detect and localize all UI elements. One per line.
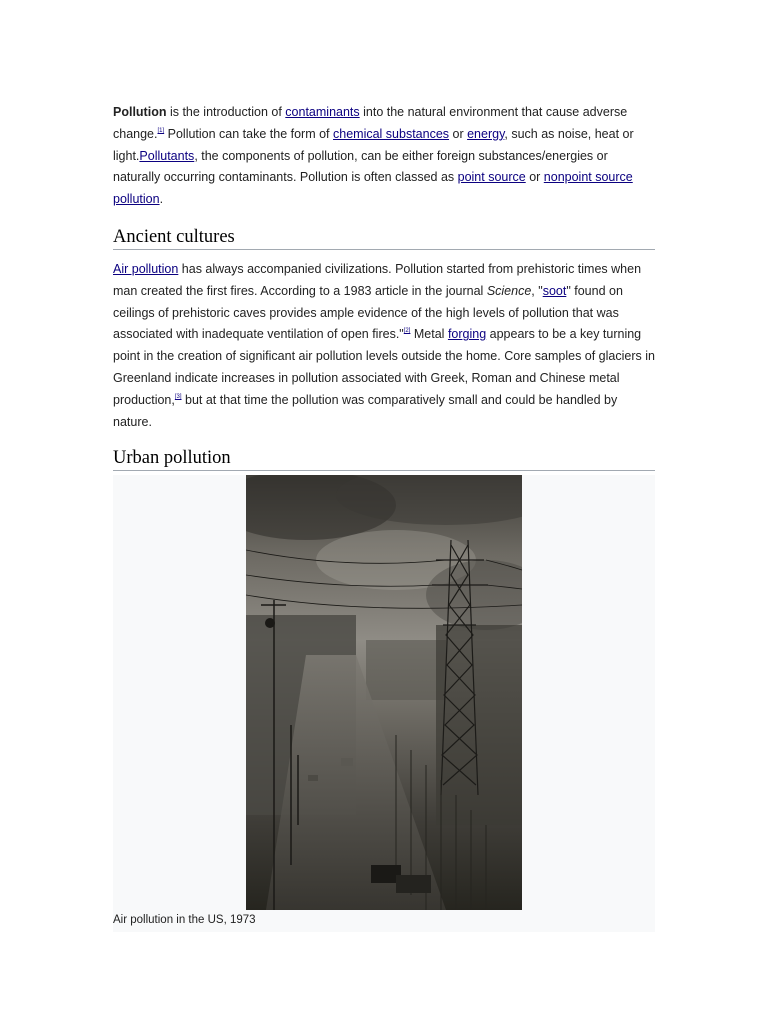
ancient-text-1: has always accompanied civilizations. Pollution started from prehistoric times when man created the first fires. According to a 1983 article in the journal	[113, 261, 642, 298]
link-air-pollution[interactable]: Air pollution	[113, 261, 179, 276]
link-energy[interactable]: energy	[467, 126, 505, 141]
reference-2-link[interactable]: [2]	[403, 328, 411, 335]
article-term: Pollution	[113, 105, 167, 119]
link-nonpoint-source-pollution[interactable]: nonpoint source pollution	[113, 170, 633, 207]
intro-paragraph	[113, 102, 655, 211]
link-forging[interactable]: forging	[447, 327, 487, 342]
reference-1-link[interactable]: [1]	[157, 127, 165, 134]
ancient-text-6: but at that time the pollution was comparatively small and could be handled by nature.	[113, 392, 618, 429]
intro-text-2: into the natural environment that cause adverse change.	[113, 105, 628, 141]
article-content	[113, 102, 655, 932]
link-soot[interactable]: soot	[542, 283, 567, 298]
ancient-text-2: , "	[531, 283, 543, 298]
link-pollutants[interactable]: Pollutants	[139, 148, 195, 163]
air-pollution-photo[interactable]	[246, 475, 522, 910]
figure-thumbnail	[113, 475, 655, 932]
intro-text-4: or	[449, 126, 468, 141]
ancient-text-3: " found on ceilings of prehistoric caves provides ample evidence of the high levels of pollution that was associated with inadequate ventilation of open fires."	[113, 283, 623, 342]
ancient-text-5: appears to be a key turning point in the creation of significant air pollution levels outside the home. Core samples of glaciers in Greenland indicate increases in pollution associated with Greek, Roman and Chinese metal production,	[113, 327, 655, 407]
intro-text-5: , such as noise, heat or light.	[113, 126, 634, 163]
link-point-source[interactable]: point source	[457, 170, 526, 185]
ancient-text-4: Metal	[410, 327, 448, 342]
ancient-cultures-paragraph	[113, 259, 655, 433]
journal-name: Science	[486, 283, 532, 298]
section-heading-urban-pollution: Urban pollution	[113, 446, 655, 471]
intro-text-7: or	[525, 170, 544, 185]
intro-text-8: .	[159, 192, 164, 207]
figure-caption: Air pollution in the US, 1973	[113, 914, 256, 927]
link-contaminants[interactable]: contaminants	[285, 105, 360, 119]
reference-3	[175, 394, 182, 400]
intro-text-6: , the components of pollution, can be either foreign substances/energies or naturally occurring contaminants. Pollution is often classed as	[113, 148, 608, 185]
link-chemical-substances[interactable]: chemical substances	[333, 126, 450, 141]
intro-text-3: Pollution can take the form of	[164, 126, 333, 141]
intro-text-1: is the introduction of	[166, 105, 286, 119]
section-heading-ancient-cultures: Ancient cultures	[113, 225, 655, 250]
reference-3-link[interactable]: [3]	[174, 393, 182, 400]
